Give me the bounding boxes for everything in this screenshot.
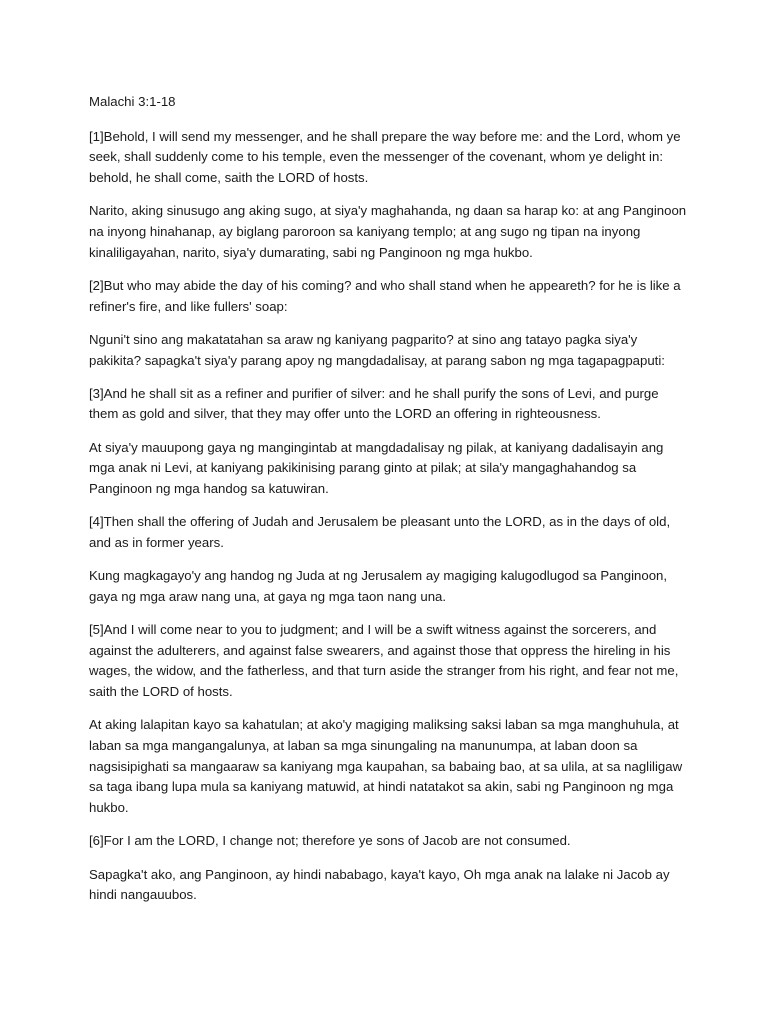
paragraph: Sapagka't ako, ang Panginoon, ay hindi nababago, kaya't kayo, Oh mga anak na lalake ni Jacob ay hindi nangauubos. [89,866,670,903]
paragraph: [4]Then shall the offering of Judah and Jerusalem be pleasant unto the LORD, as in the days of old, and as in former years. [89,514,671,550]
paragraph: [1]Behold, I will send my messenger, and he shall prepare the way before me: and the Lord, whom ye seek, shall suddenly come to his temple, even the messenger of the covenant, whom ye delight in: behold, he shall come, saith the LORD of hosts. [89,128,681,186]
paragraph: Narito, aking sinusugo ang aking sugo, at siya'y maghahanda, ng daan sa harap ko: at ang Panginoon na inyong hinahanap, ay biglang paroroon sa kaniyang templo; at ang sugo ng tipan na inyong kinaliligayahan, narito, siya'y dumarating, sabi ng Panginoon ng mga hukbo. [89,203,687,260]
document-page [89,92,689,919]
paragraph: [2]But who may abide the day of his coming? and who shall stand when he appeareth? for he is like a refiner's fire, and like fullers' soap: [89,277,681,314]
paragraph: [3]And he shall sit as a refiner and purifier of silver: and he shall purify the sons of Levi, and purge them as gold and silver, that they may offer unto the LORD an offering in righteousness. [89,385,659,422]
paragraph: At siya'y mauupong gaya ng mangingintab at mangdadalisay ng pilak, at kaniyang dadalisayin ang mga anak ni Levi, at kaniyang pakikinising parang ginto at pilak; at sila'y mangaghahandog sa Panginoon ng mga handog sa katuwiran. [89,439,664,497]
document-title: Malachi 3:1-18 [89,94,176,109]
paragraph: [5]And I will come near to you to judgment; and I will be a swift witness against the sorcerers, and against the adulterers, and against false swearers, and against those that oppress the hireling in his wages, the widow, and the fatherless, and that turn aside the stranger from his right, and fear not me, saith the LORD of hosts. [89,622,679,700]
paragraph: Kung magkagayo'y ang handog ng Juda at ng Jerusalem ay magiging kalugodlugod sa Panginoon, gaya ng mga araw nang una, at gaya ng mga taon nang una. [89,568,668,604]
paragraph: At aking lalapitan kayo sa kahatulan; at ako'y magiging maliksing saksi laban sa mga manghuhula, at laban sa mga mangangalunya, at laban sa mga sinungaling na manunumpa, at laban doon sa nagsisipighati sa mangaaraw sa kaniyang mga kaupahan, sa babaing bao, at sa ulila, at sa nagliligaw sa taga ibang lupa mula sa kaniyang matuwid, at hindi natatakot sa akin, sabi ng Panginoon ng mga hukbo. [89,717,683,816]
paragraph: [6]For I am the LORD, I change not; therefore ye sons of Jacob are not consumed. [89,833,571,849]
paragraph: Nguni't sino ang makatatahan sa araw ng kaniyang pagparito? at sino ang tatayo pagka siya'y pakikita? sapagka't siya'y parang apoy ng mangdadalisay, at parang sabon ng mga tagapagpaputi: [89,331,665,368]
